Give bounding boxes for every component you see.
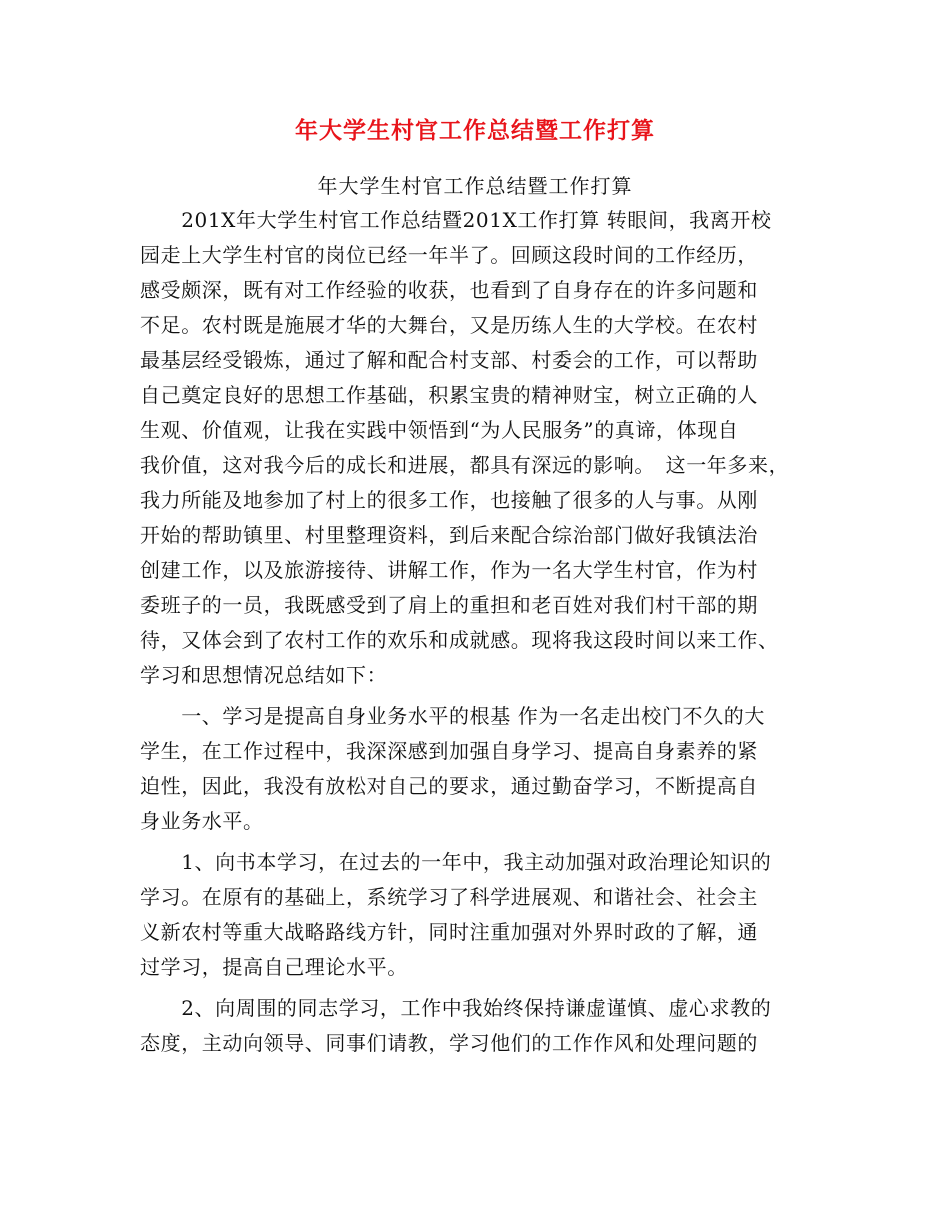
body-line: 感受颇深，既有对工作经验的收获，也看到了自身存在的许多问题和 — [140, 278, 758, 302]
body-line: 不足。农村既是施展才华的大舞台，又是历练人生的大学校。在农村 — [140, 313, 758, 337]
body-line: 待，又体会到了农村工作的欢乐和成就感。现将我这段时间以来工作、 — [140, 628, 779, 652]
body-line: 最基层经受锻炼，通过了解和配合村支部、村委会的工作，可以帮助 — [140, 348, 758, 372]
document-title: 年大学生村官工作总结暨工作打算 — [295, 118, 655, 144]
body-line: 生观、价值观，让我在实践中领悟到“为人民服务”的真谛，体现自 — [140, 418, 739, 442]
body-line: 园走上大学生村官的岗位已经一年半了。回顾这段时间的工作经历， — [140, 243, 758, 267]
body-line: 我力所能及地参加了村上的很多工作，也接触了很多的人与事。从刚 — [140, 488, 758, 512]
body-line: 学习和思想情况总结如下： — [140, 663, 388, 687]
body-line: 自己奠定良好的思想工作基础，积累宝贵的精神财宝，树立正确的人 — [140, 383, 758, 407]
body-line: 委班子的一员，我既感受到了肩上的重担和老百姓对我们村干部的期 — [140, 593, 758, 617]
body-line: 义新农村等重大战略路线方针，同时注重加强对外界时政的了解，通 — [140, 920, 758, 944]
body-line: 1、向书本学习，在过去的一年中，我主动加强对政治理论知识的 — [140, 850, 772, 874]
body-line: 创建工作，以及旅游接待、讲解工作，作为一名大学生村官，作为村 — [140, 558, 758, 582]
body-line: 一、学习是提高自身业务水平的根基 作为一名走出校门不久的大 — [140, 704, 765, 728]
body-line: 迫性，因此，我没有放松对自己的要求，通过勤奋学习，不断提高自 — [140, 774, 758, 798]
body-line: 我价值，这对我今后的成长和进展，都具有深远的影响。 这一年多来， — [140, 453, 790, 477]
body-line: 身业务水平。 — [140, 809, 264, 833]
body-line: 学习。在原有的基础上，系统学习了科学进展观、和谐社会、社会主 — [140, 885, 758, 909]
body-line: 过学习，提高自己理论水平。 — [140, 955, 408, 979]
body-line: 2、向周围的同志学习，工作中我始终保持谦虚谨慎、虚心求教的 — [140, 996, 772, 1020]
body-line: 学生，在工作过程中，我深深感到加强自身学习、提高自身素养的紧 — [140, 739, 758, 763]
body-line: 态度，主动向领导、同事们请教，学习他们的工作作风和处理问题的 — [140, 1031, 758, 1055]
body-line: 201X年大学生村官工作总结暨201X工作打算 转眼间，我离开校 — [140, 208, 772, 232]
body-line: 开始的帮助镇里、村里整理资料，到后来配合综治部门做好我镇法治 — [140, 523, 758, 547]
document-subtitle: 年大学生村官工作总结暨工作打算 — [317, 174, 633, 198]
